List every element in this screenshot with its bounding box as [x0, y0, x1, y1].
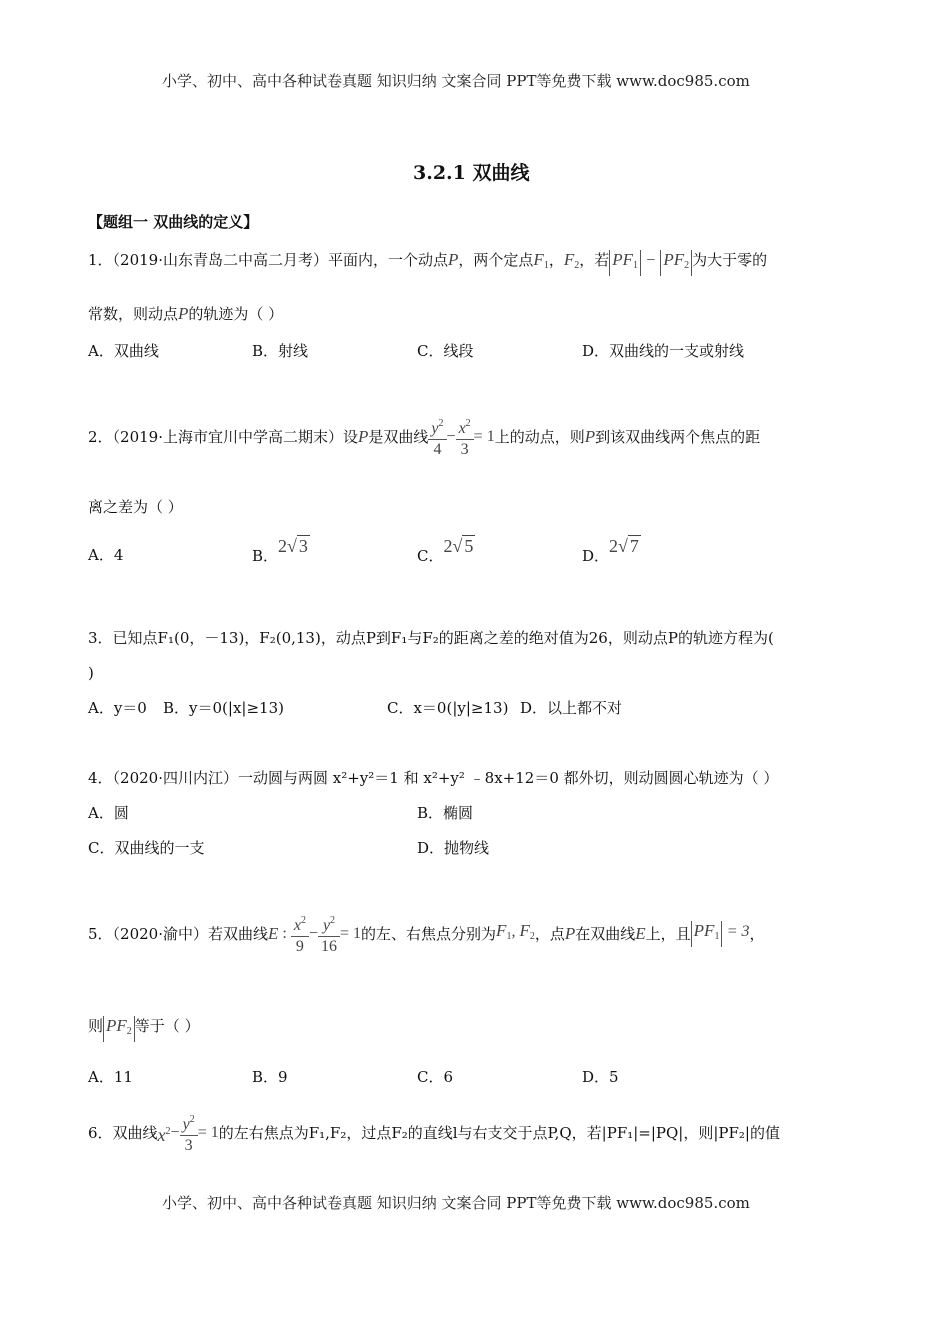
- q6-equals-one: = 1: [197, 1124, 219, 1141]
- question-6-line-1: [88, 1110, 780, 1156]
- q5-text-3: ，点: [534, 925, 565, 943]
- section-heading: 【题组一 双曲线的定义】: [88, 213, 259, 231]
- question-4-line-1: 4．（2020·四川内江）一动圆与两圆 x²+y²＝1 和 x²+y² ﹣8x+12＝0 都外切，则动圆圆心轨迹为（ ）: [88, 769, 779, 787]
- q5-option-b: B．9: [252, 1068, 288, 1086]
- q4-option-d: D．抛物线: [417, 839, 490, 857]
- q1-number: 1．: [88, 251, 113, 269]
- q3-option-b: B．y＝0(|x|≥13): [163, 699, 284, 717]
- question-1-line-2: [88, 304, 283, 324]
- q5-colon: :: [278, 925, 291, 942]
- q1-option-b: B．射线: [252, 342, 309, 360]
- q5-pf2: $PF_2$: [103, 1016, 135, 1035]
- q5-text-5: 上，且: [645, 925, 691, 943]
- q5-frac-x: $\frac{x^2}{9}$: [291, 911, 309, 957]
- q2-frac-x: $\frac{x^2}{3}$: [456, 414, 474, 460]
- q5-text-1: 若双曲线: [208, 925, 269, 943]
- q2-frac-y: $\frac{y^2}{4}$: [428, 414, 446, 460]
- q5-frac-y: $\frac{y^2}{16}$: [318, 911, 340, 957]
- q2-text-3: 上的动点，则: [494, 428, 585, 446]
- q1-text-3: ，若: [579, 251, 610, 269]
- q5-point-p: P: [564, 924, 576, 943]
- q1-f2: $F_2$: [563, 250, 580, 271]
- q1-text-1: 平面内，一个动点: [328, 251, 449, 269]
- q1-point-p: P: [448, 250, 459, 269]
- q5-text-2: 的左、右焦点分别为: [361, 925, 497, 943]
- question-3-line-1: 3．已知点F₁(0，－13)，F₂(0,13)，动点P到F₁与F₂的距离之差的绝对值为26，则动点P的轨迹方程为(: [88, 629, 774, 647]
- q4-option-c: C．双曲线的一支: [88, 839, 205, 857]
- q2-option-c: C．2√ 5: [417, 536, 474, 565]
- q6-minus: −: [170, 1124, 180, 1141]
- question-5-line-2: [88, 1016, 200, 1042]
- q3-option-a: A．y＝0: [88, 699, 147, 717]
- q5-pf1: $PF_1 = 3$: [691, 921, 750, 940]
- q6-number: 6．双曲线: [88, 1124, 158, 1142]
- question-1-line-1: [88, 250, 767, 276]
- q5-foci: $F_1$, $F_2$: [496, 921, 535, 942]
- q4-option-b: B．椭圆: [417, 804, 474, 822]
- q1-option-d: D．双曲线的一支或射线: [582, 342, 745, 360]
- q2-option-a: A．4: [88, 546, 124, 564]
- q1-source: （2019·山东青岛二中高二月考）: [112, 251, 328, 269]
- q2-text-4: 到该双曲线两个焦点的距: [595, 428, 761, 446]
- q1-text-5: 常数，则动点: [88, 305, 179, 323]
- q5-text-6: ，: [749, 925, 765, 943]
- q6-text-1: 的左右焦点为F₁,F₂，过点F₂的直线l与右支交于点P,Q，若|PF₁|=|PQ|，则|PF₂|的值: [218, 1124, 780, 1142]
- q2-option-d: D．2√ 7: [582, 536, 639, 565]
- question-3-line-2: ): [88, 664, 94, 682]
- q5-text-7: 则: [88, 1017, 104, 1035]
- page-title: 3.2.1 双曲线: [413, 162, 530, 184]
- q5-option-a: A．11: [88, 1068, 133, 1086]
- q1-option-a: A．双曲线: [88, 342, 159, 360]
- q5-source: （2020·渝中）: [112, 925, 208, 943]
- q1-f1: $F_1$: [533, 250, 549, 271]
- q5-equals-one: = 1: [340, 925, 362, 942]
- page-header: 小学、初中、高中各种试卷真题 知识归纳 文案合同 PPT等免费下载 www.doc985.com: [162, 72, 750, 90]
- q5-option-c: C．6: [417, 1068, 454, 1086]
- q2-text-2: 是双曲线: [368, 428, 429, 446]
- q6-x-squared: $x^2$: [157, 1124, 171, 1145]
- q5-text-8: 等于（ ）: [134, 1017, 200, 1035]
- q5-number: 5．: [88, 925, 113, 943]
- q6-frac-y: $\frac{y^2}{3}$: [180, 1110, 198, 1156]
- q2-number: 2．: [88, 428, 113, 446]
- q1-point-p-2: P: [178, 304, 189, 323]
- q5-minus: −: [308, 925, 318, 942]
- q4-option-a: A．圆: [88, 804, 129, 822]
- q5-e: E: [268, 924, 279, 943]
- q5-option-d: D．5: [582, 1068, 619, 1086]
- q1-formula: $PF_1 - PF_2$: [609, 250, 692, 269]
- q1-text-6: 的轨迹为（ ）: [188, 305, 284, 323]
- q2-option-b: B．2√ 3: [252, 536, 308, 565]
- q1-text-2: ，两个定点: [458, 251, 534, 269]
- q1-comma: ，: [548, 251, 564, 269]
- q5-text-4: 在双曲线: [575, 925, 636, 943]
- q2-equals-one: = 1: [473, 428, 495, 445]
- q2-source: （2019·上海市宜川中学高二期末）: [112, 428, 343, 446]
- question-2-line-1: [88, 414, 760, 460]
- question-2-line-2: 离之差为（ ）: [88, 498, 183, 516]
- q2-point-p-2: P: [584, 427, 596, 446]
- question-5-line-1: [88, 911, 765, 957]
- q3-option-d: D．以上都不对: [520, 699, 623, 717]
- q5-e-2: E: [635, 924, 646, 943]
- q2-minus: −: [446, 428, 456, 445]
- q3-option-c: C．x＝0(|y|≥13): [387, 699, 509, 717]
- q2-text-1: 设: [343, 428, 359, 446]
- q1-option-c: C．线段: [417, 342, 474, 360]
- q1-text-4: 为大于零的: [692, 251, 768, 269]
- q2-point-p: P: [358, 427, 369, 446]
- page-footer: 小学、初中、高中各种试卷真题 知识归纳 文案合同 PPT等免费下载 www.doc985.com: [162, 1194, 750, 1212]
